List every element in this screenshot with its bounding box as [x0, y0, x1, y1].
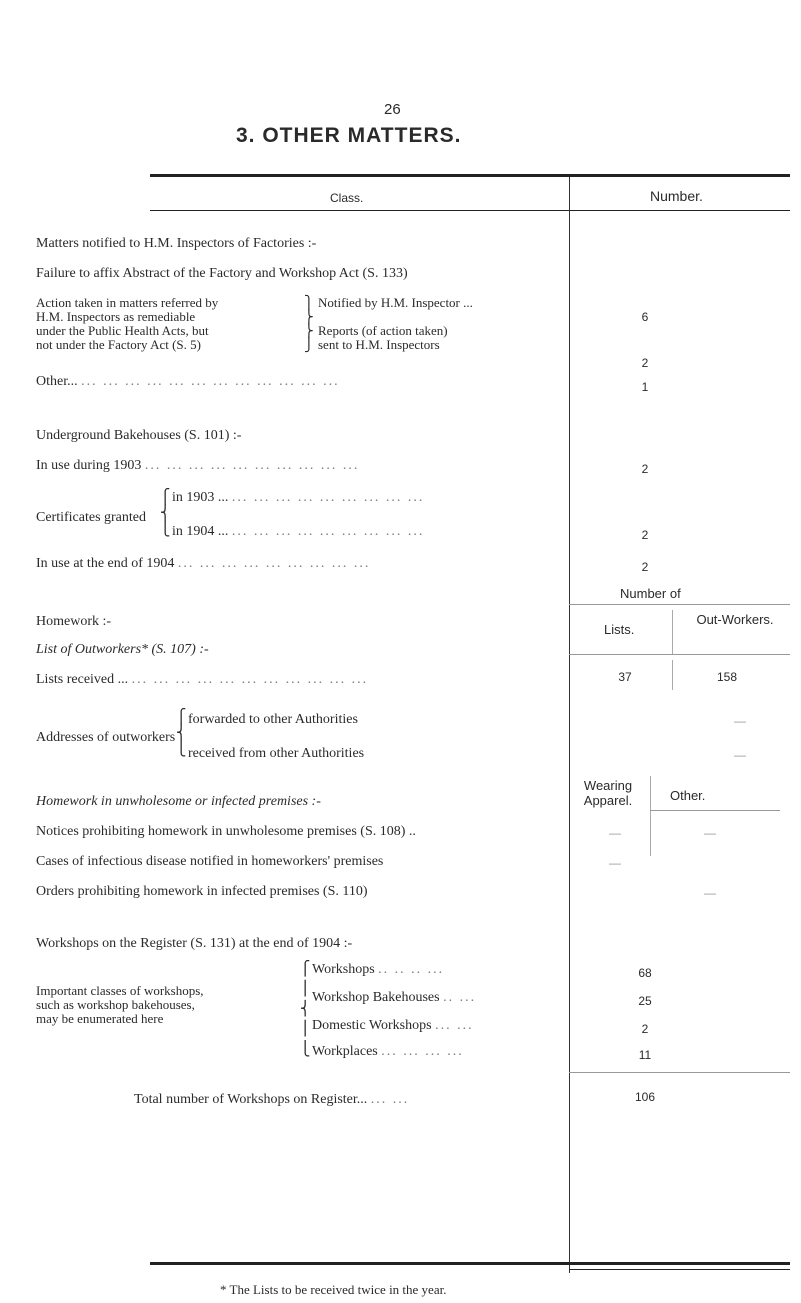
notices-wearing: — [609, 826, 621, 840]
column-divider [569, 177, 570, 1273]
action-taken-text: Action taken in matters referred by H.M. Inspectors as remediable under the Public Health Acts, but not under the Factory Act (S. 5) [36, 295, 219, 352]
failure-label: Failure to affix Abstract of the Factory and Workshop Act (S. 133) [36, 266, 408, 281]
in-use-1903-value: 2 [641, 462, 649, 476]
cases-wearing: — [609, 856, 621, 870]
lists-received-lists: 37 [618, 670, 632, 684]
domestic-workshops-value: 2 [641, 1022, 649, 1036]
certificates-brace: ⎧ ⎨ ⎩ [160, 490, 171, 537]
notices-label: Notices prohibiting homework in unwholesome premises (S. 108) .. [36, 824, 416, 839]
page-number: 26 [384, 101, 401, 118]
forwarded-value: — [734, 714, 746, 728]
important-classes-text: Important classes of workshops, such as workshop bakehouses, may be enumerated here [36, 983, 204, 1026]
lists-rule [569, 654, 790, 655]
header-class: Class. [330, 191, 364, 205]
workplaces-label: Workplaces ... ... ... ... [312, 1044, 464, 1059]
lists-received-outworkers: 158 [716, 670, 738, 684]
workshops-brace: ⎧ ⎪ ⎨ ⎪ ⎩ [300, 962, 311, 1057]
footnote: * The Lists to be received twice in the year. [220, 1282, 447, 1297]
header-rule [150, 210, 790, 211]
wearing-col-divider [650, 776, 651, 856]
lists-col-divider [672, 610, 673, 654]
received-value: — [734, 748, 746, 762]
bakehouses-heading: Underground Bakehouses (S. 101) :- [36, 428, 242, 443]
workshops-heading: Workshops on the Register (S. 131) at the end of 1904 :- [36, 936, 353, 951]
other-label: Other... ... ... ... ... ... ... ... ... ... ... ... ... [36, 374, 340, 389]
table-bottom-rule-thin [569, 1269, 790, 1270]
addresses-brace: ⎧ ⎨ ⎩ [176, 710, 187, 757]
notified-value: 6 [641, 310, 649, 324]
table-bottom-rule [150, 1262, 790, 1265]
end-1904-value: 2 [641, 560, 649, 574]
lists-value-divider [672, 660, 673, 690]
total-value: 106 [634, 1090, 656, 1104]
end-1904-label: In use at the end of 1904 ... ... ... ... ... ... ... ... ... [36, 556, 371, 571]
other-value: 1 [641, 380, 649, 394]
forwarded-label: forwarded to other Authorities [188, 712, 358, 727]
domestic-workshops-label: Domestic Workshops ... ... [312, 1018, 474, 1033]
reports-text: Reports (of action taken) sent to H.M. Inspectors [318, 323, 448, 352]
wearing-rule [650, 810, 780, 811]
lists-received-label: Lists received ... ... ... ... ... ... ... ... ... ... ... ... [36, 672, 369, 687]
number-of-header: Number of [620, 586, 681, 601]
certificates-label: Certificates granted [36, 510, 147, 525]
action-brace: ⎫ ⎬ ⎬ ⎭ [304, 295, 314, 352]
addresses-label: Addresses of outworkers [36, 730, 176, 745]
section-title: 3. OTHER MATTERS. [236, 124, 462, 147]
workshop-bakehouses-label: Workshop Bakehouses .. ... [312, 990, 477, 1005]
orders-other: — [704, 886, 716, 900]
header-number: Number. [650, 188, 703, 204]
workshop-item-label: Workshops .. .. .. ... [312, 962, 445, 977]
table-top-rule [150, 174, 790, 177]
matters-heading: Matters notified to H.M. Inspectors of Factories :- [36, 236, 317, 251]
col-wearing-header: Wearing Apparel. [583, 778, 633, 808]
orders-label: Orders prohibiting homework in infected premises (S. 110) [36, 884, 368, 899]
in-use-1903-label: In use during 1903 ... ... ... ... ... ... ... ... ... ... [36, 458, 360, 473]
cert-1903-label: in 1903 ... ... ... ... ... ... ... ... ... ... [172, 490, 425, 505]
cert-1904-label: in 1904 ... ... ... ... ... ... ... ... ... ... [172, 524, 425, 539]
total-rule [569, 1072, 790, 1073]
col-outworkers-header: Out-Workers. [696, 612, 774, 627]
received-label: received from other Authorities [188, 746, 365, 761]
workshop-bakehouses-value: 25 [638, 994, 652, 1008]
cert-1904-value: 2 [641, 528, 649, 542]
unwholesome-heading: Homework in unwholesome or infected premises :- [36, 794, 321, 809]
reports-value: 2 [641, 356, 649, 370]
col-other-header: Other. [670, 788, 706, 803]
notices-other: — [704, 826, 716, 840]
workplaces-value: 11 [638, 1048, 652, 1062]
number-of-rule [569, 604, 790, 605]
homework-heading: Homework :- [36, 614, 112, 629]
notified-label: Notified by H.M. Inspector ... [318, 295, 473, 310]
col-lists-header: Lists. [604, 622, 635, 637]
workshop-item-value: 68 [638, 966, 652, 980]
total-label: Total number of Workshops on Register... ... ... [134, 1092, 410, 1107]
list-outworkers-heading: List of Outworkers* (S. 107) :- [36, 642, 209, 657]
cases-label: Cases of infectious disease notified in homeworkers' premises [36, 854, 384, 869]
